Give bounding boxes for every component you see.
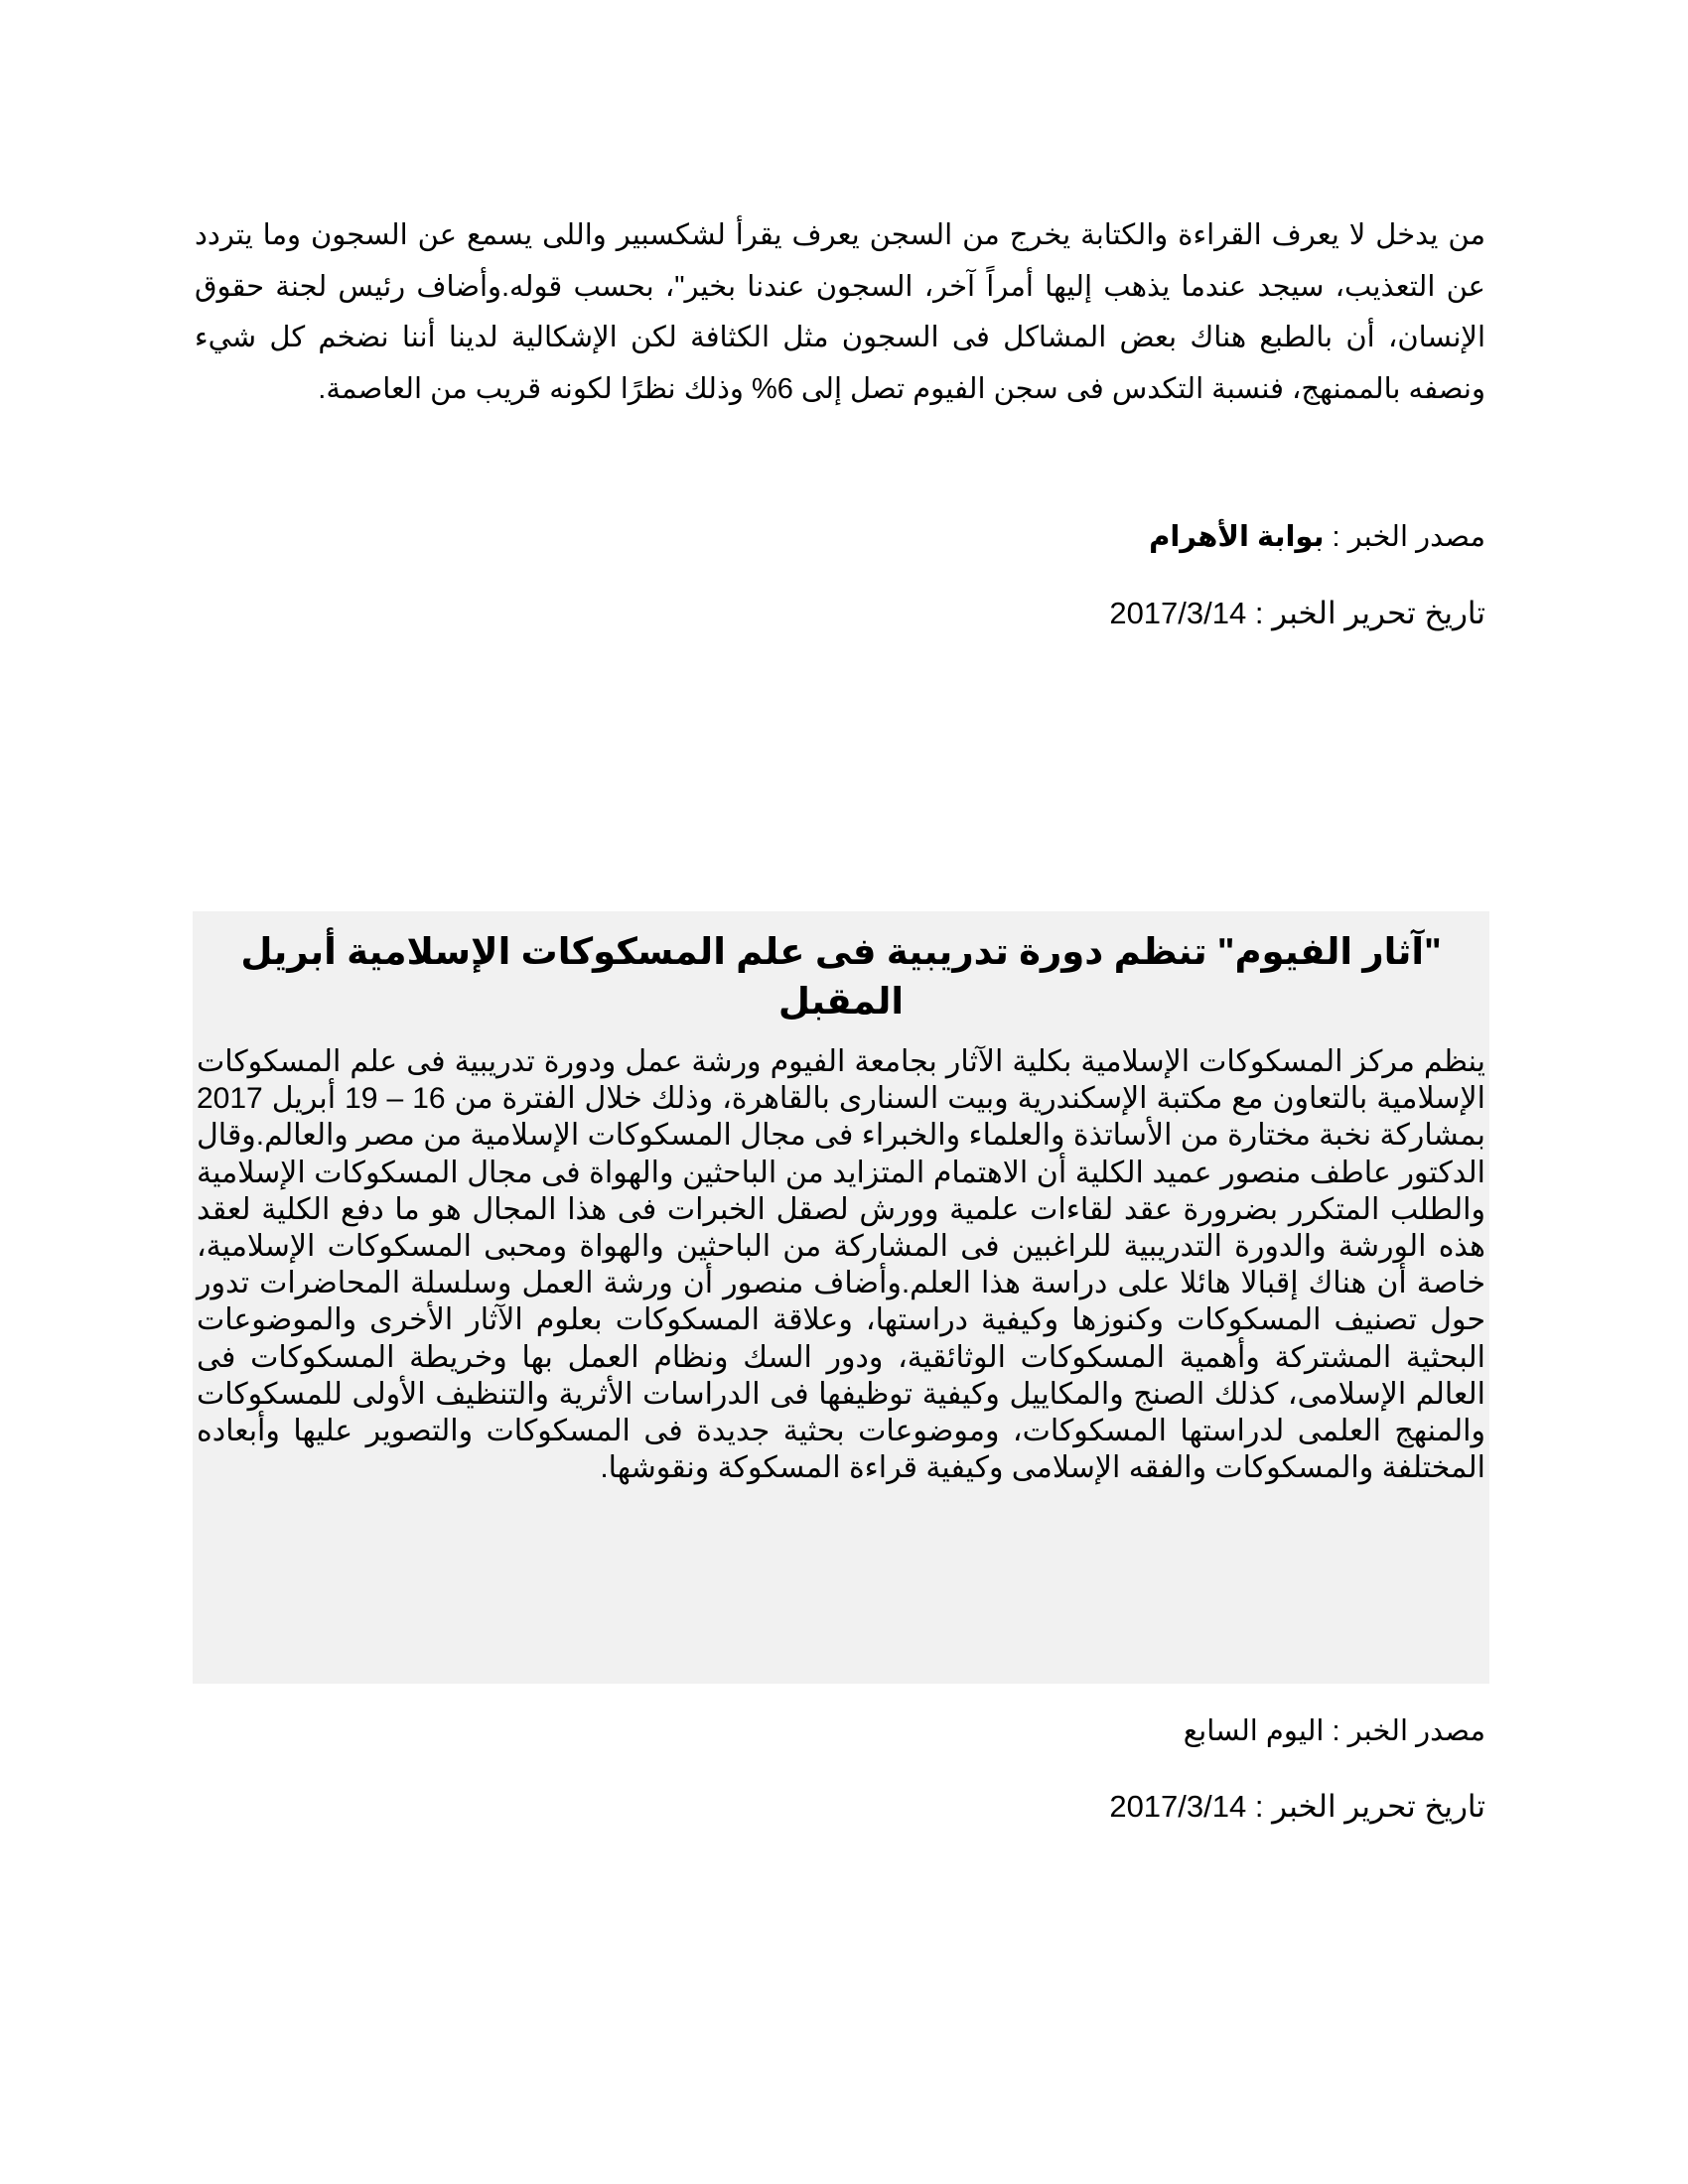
article-source-value: اليوم السابع [1183,1715,1325,1747]
article-source-label: مصدر الخبر : [1324,1715,1485,1747]
article-box [193,911,1489,1684]
news-source-value: بوابة الأهرام [1149,521,1325,553]
article-date-line [1109,1787,1485,1827]
article-body: ينظم مركز المسكوكات الإسلامية بكلية الآثار بجامعة الفيوم ورشة عمل ودورة تدريبية فى علم المسكوكات الإسلامية بالتعاون مع مكتبة الإسكندرية وبيت السنارى بالقاهرة، وذلك خلال الفترة من 16 – 19 أبريل 2017 بمشاركة نخبة مختارة من الأساتذة والعلماء والخبراء فى مجال المسكوكات الإسلامية من مصر والعالم.وقال الدكتور عاطف منصور عميد الكلية أن الاهتمام المتزايد من الباحثين والهواة فى مجال المسكوكات الإسلامية والطلب المتكرر بضرورة عقد لقاءات علمية وورش لصقل الخبرات فى هذا المجال هو ما دفع الكلية لعقد هذه الورشة والدورة التدريبية للراغبين فى المشاركة من الباحثين والهواة ومحبى المسكوكات الإسلامية، خاصة أن هناك إقبالا هائلا على دراسة هذا العلم.وأضاف منصور أن ورشة العمل وسلسلة المحاضرات تدور حول تصنيف المسكوكات وكنوزها وكيفية دراستها، وعلاقة المسكوكات بعلوم الآثار الأخرى والموضوعات البحثية المشتركة وأهمية المسكوكات الوثائقية، ودور السك ونظام العمل بها وخريطة المسكوكات فى العالم الإسلامى، كذلك الصنج والمكاييل وكيفية توظيفها فى الدراسات الأثرية والتنظيف الأولى للمسكوكات والمنهج العلمى لدراستها المسكوكات، وموضوعات بحثية جديدة فى المسكوكات والتصوير عليها وأبعاده المختلفة والمسكوكات والفقه الإسلامى وكيفية قراءة المسكوكة ونقوشها. [197,1045,1485,1485]
news-date-line [1109,594,1485,633]
news-source-label: مصدر الخبر : [1324,521,1485,553]
news-source-line [1149,517,1485,557]
news-date-value: 2017/3/14 [1109,596,1247,630]
continuation-paragraph: من يدخل لا يعرف القراءة والكتابة يخرج من السجن يعرف يقرأ لشكسبير واللى يسمع عن السجون وما يتردد عن التعذيب، سيجد عندما يذهب إليها أمراً آخر، السجون عندنا بخير"، بحسب قوله.وأضاف رئيس لجنة حقوق الإنسان، أن بالطبع هناك بعض المشاكل فى السجون مثل الكثافة لكن الإشكالية لدينا أننا نضخم كل شيء ونصفه بالممنهج، فنسبة التكدس فى سجن الفيوم تصل إلى 6% وذلك نظرًا لكونه قريب من العاصمة. [195,219,1485,405]
news-date-label: تاريخ تحرير الخبر : [1246,596,1485,630]
article-date-label: تاريخ تحرير الخبر : [1246,1789,1485,1824]
article-source-line [1184,1711,1485,1751]
article-date-value: 2017/3/14 [1109,1789,1247,1824]
article-title: "آثار الفيوم" تنظم دورة تدريبية فى علم المسكوكات الإسلامية أبريل المقبل [240,931,1442,1022]
